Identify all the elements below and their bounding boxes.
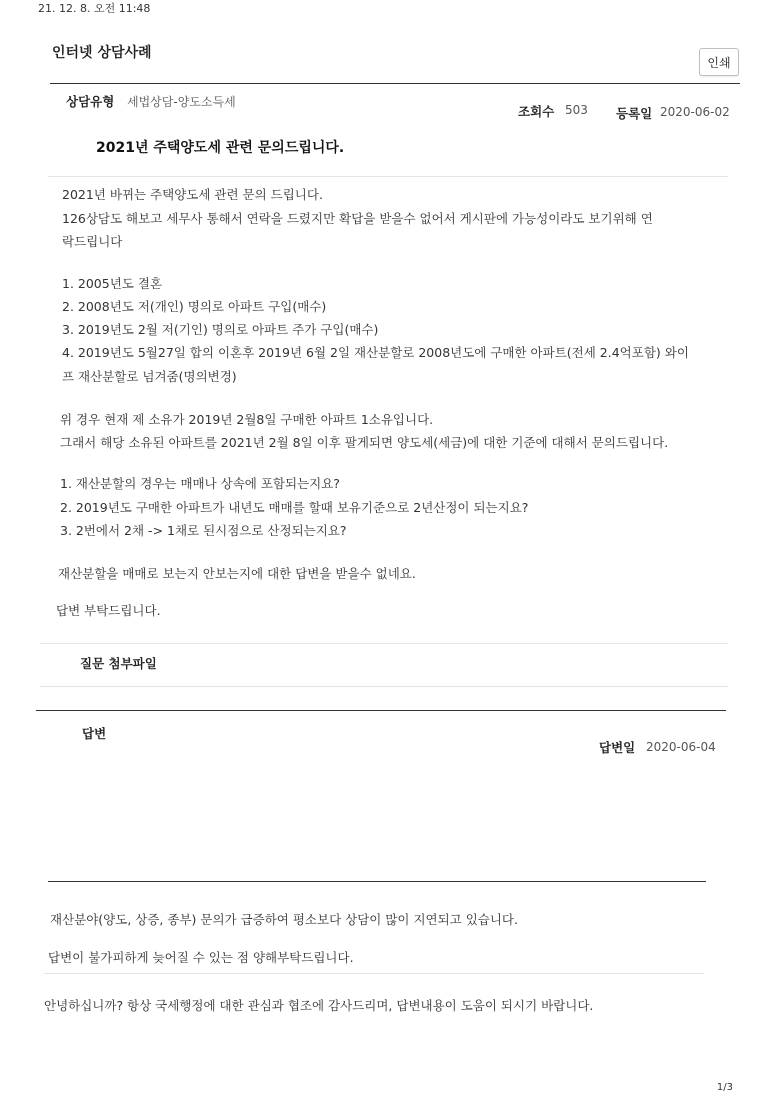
- attachment-label: 질문 첨부파일: [80, 656, 157, 671]
- title-divider: [48, 176, 728, 177]
- body-line: 재산분할을 매매로 보는지 안보는지에 대한 답변을 받을수 없네요.: [58, 566, 416, 581]
- body-line: 2. 2008년도 저(개인) 명의로 아파트 구입(매수): [62, 299, 327, 314]
- page-title: 인터넷 상담사례: [52, 45, 152, 61]
- body-line: 4. 2019년도 5월27일 합의 이혼후 2019년 6월 2일 재산분할로 2008년도에 구매한 아파트(전세 2.4억포함) 와이: [62, 345, 689, 360]
- body-line: 1. 2005년도 결혼: [62, 276, 162, 291]
- views-value: 503: [565, 103, 588, 117]
- answer-date-value: 2020-06-04: [646, 740, 716, 754]
- print-button[interactable]: 인쇄: [699, 48, 739, 76]
- answer-greeting: 안녕하십니까? 항상 국세행정에 대한 관심과 협조에 감사드리며, 답변내용이 도움이 되시기 바랍니다.: [44, 998, 594, 1013]
- answer-notice: 재산분야(양도, 상증, 종부) 문의가 급증하여 평소보다 상담이 많이 지연되고 있습니다.: [50, 912, 518, 927]
- body-line: 3. 2019년도 2월 저(기인) 명의로 아파트 주가 구입(매수): [62, 322, 379, 337]
- body-line: 그래서 해당 소유된 아파트를 2021년 2월 8일 이후 팔게되면 양도세(세금)에 대한 기준에 대해서 문의드립니다.: [60, 435, 669, 450]
- answer-body-divider: [48, 881, 706, 882]
- body-line: 2021년 바뀌는 주택양도세 관련 문의 드립니다.: [62, 187, 323, 202]
- type-value: 세법상담-양도소득세: [127, 95, 236, 109]
- notice-divider: [44, 973, 704, 974]
- date-value: 2020-06-02: [660, 105, 730, 119]
- body-line: 2. 2019년도 구매한 아파트가 내년도 매매를 할때 보유기준으로 2년산정이 되는지요?: [60, 500, 529, 515]
- page-number: 1/3: [716, 1082, 733, 1093]
- answer-date-label: 답변일: [599, 740, 636, 755]
- attachment-divider: [40, 686, 728, 687]
- print-timestamp: 21. 12. 8. 오전 11:48: [38, 2, 151, 15]
- answer-notice: 답변이 불가피하게 늦어질 수 있는 점 양해부탁드립니다.: [48, 950, 354, 965]
- body-line: 3. 2번에서 2채 -> 1채로 된시점으로 산정되는지요?: [60, 523, 347, 538]
- date-label: 등록일: [616, 106, 653, 121]
- answer-label: 답변: [82, 726, 107, 741]
- header-divider: [50, 83, 740, 84]
- body-line: 프 재산분할로 넘겨줌(명의변경): [62, 369, 237, 384]
- body-line: 위 경우 현재 제 소유가 2019년 2월8일 구매한 아파트 1소유입니다.: [60, 412, 434, 427]
- answer-divider: [36, 710, 726, 711]
- body-divider: [40, 643, 728, 644]
- body-line: 답변 부탁드립니다.: [56, 603, 161, 618]
- body-line: 락드립니다: [62, 234, 123, 249]
- body-line: 126상담도 해보고 세무사 통해서 연락을 드렸지만 확답을 받을수 없어서 게시판에 가능성이라도 보기위해 연: [62, 211, 653, 226]
- question-title: 2021년 주택양도세 관련 문의드립니다.: [96, 140, 345, 156]
- body-line: 1. 재산분할의 경우는 매매나 상속에 포함되는지요?: [60, 476, 340, 491]
- type-label: 상담유형: [66, 94, 115, 109]
- views-label: 조회수: [518, 104, 555, 119]
